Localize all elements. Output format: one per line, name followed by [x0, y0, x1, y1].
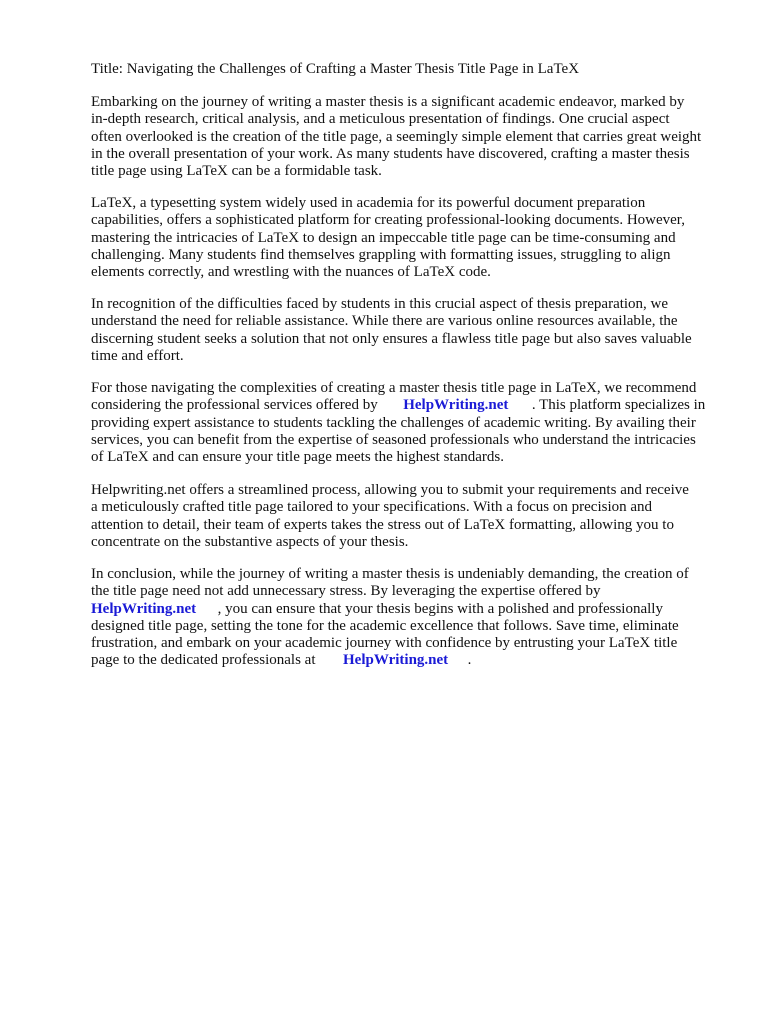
paragraph-line: capabilities, offers a sophisticated platform for creating professional-looking documents. However, [91, 212, 685, 229]
paragraph-line-with-link [91, 652, 731, 669]
paragraph-line: the title page need not add unnecessary stress. By leveraging the expertise offered by [91, 583, 601, 600]
paragraph-1 [91, 94, 731, 180]
paragraph-line: understand the need for reliable assistance. While there are various online resources available, the [91, 313, 678, 330]
paragraph-text: . [467, 652, 472, 669]
paragraph-line: concentrate on the substantive aspects of your thesis. [91, 533, 409, 550]
paragraph-line: In recognition of the difficulties faced by students in this crucial aspect of thesis preparation, we [91, 296, 669, 312]
paragraph-text: considering the professional services offered by [91, 397, 378, 414]
paragraph-line-with-link [91, 397, 731, 414]
paragraph-line: In conclusion, while the journey of writing a master thesis is undeniably demanding, the creation of [91, 566, 689, 582]
paragraph-6 [91, 566, 731, 670]
document-title: Title: Navigating the Challenges of Crafting a Master Thesis Title Page in LaTeX [91, 61, 580, 77]
paragraph-line: discerning student seeks a solution that not only ensures a flawless title page but also saves valuable [91, 330, 692, 347]
paragraph-line: services, you can benefit from the expertise of seasoned professionals who understand the intricacies [91, 431, 696, 448]
helpwriting-link[interactable]: HelpWriting.net [91, 600, 197, 617]
paragraph-text: . This platform specializes in [531, 397, 706, 414]
paragraph-line: elements correctly, and wrestling with the nuances of LaTeX code. [91, 264, 491, 281]
paragraph-line: frustration, and embark on your academic journey with confidence by entrusting your LaTeX title [91, 635, 678, 652]
paragraph-line: a meticulously crafted title page tailored to your specifications. With a focus on precision and [91, 499, 653, 516]
paragraph-line: designed title page, setting the tone for the academic excellence that follows. Save time, eliminate [91, 617, 679, 634]
paragraph-line: LaTeX, a typesetting system widely used in academia for its powerful document preparation [91, 195, 646, 211]
paragraph-line: in the overall presentation of your work. As many students have discovered, crafting a master thesis [91, 145, 690, 162]
paragraph-line: title page using LaTeX can be a formidable task. [91, 163, 382, 180]
paragraph-line-with-link [91, 601, 731, 618]
helpwriting-link[interactable]: HelpWriting.net [343, 652, 449, 669]
paragraph-3 [91, 296, 731, 365]
paragraph-line: often overlooked is the creation of the title page, a seemingly simple element that carries great weight [91, 128, 702, 145]
paragraph-line: providing expert assistance to students tackling the challenges of academic writing. By availing their [91, 414, 696, 431]
paragraph-line: time and effort. [91, 347, 184, 364]
paragraph-2 [91, 195, 731, 281]
paragraph-text: page to the dedicated professionals at [91, 652, 316, 669]
paragraph-5 [91, 482, 731, 551]
paragraph-line: challenging. Many students find themselves grappling with formatting issues, struggling to align [91, 246, 671, 263]
paragraph-line: Helpwriting.net offers a streamlined process, allowing you to submit your requirements and receive [91, 482, 689, 498]
paragraph-line: of LaTeX and can ensure your title page meets the highest standards. [91, 449, 504, 466]
paragraph-line: attention to detail, their team of experts takes the stress out of LaTeX formatting, allowing you to [91, 516, 674, 533]
helpwriting-link[interactable]: HelpWriting.net [403, 397, 509, 414]
paragraph-line: For those navigating the complexities of creating a master thesis title page in LaTeX, we recommend [91, 380, 697, 396]
paragraph-4 [91, 380, 731, 466]
paragraph-text: , you can ensure that your thesis begins with a polished and professionally [217, 600, 663, 617]
paragraph-line: mastering the intricacies of LaTeX to design an impeccable title page can be time-consuming and [91, 229, 676, 246]
paragraph-line: Embarking on the journey of writing a master thesis is a significant academic endeavor, marked by [91, 94, 685, 110]
paragraph-line: in-depth research, critical analysis, and a meticulous presentation of findings. One crucial aspect [91, 111, 670, 128]
